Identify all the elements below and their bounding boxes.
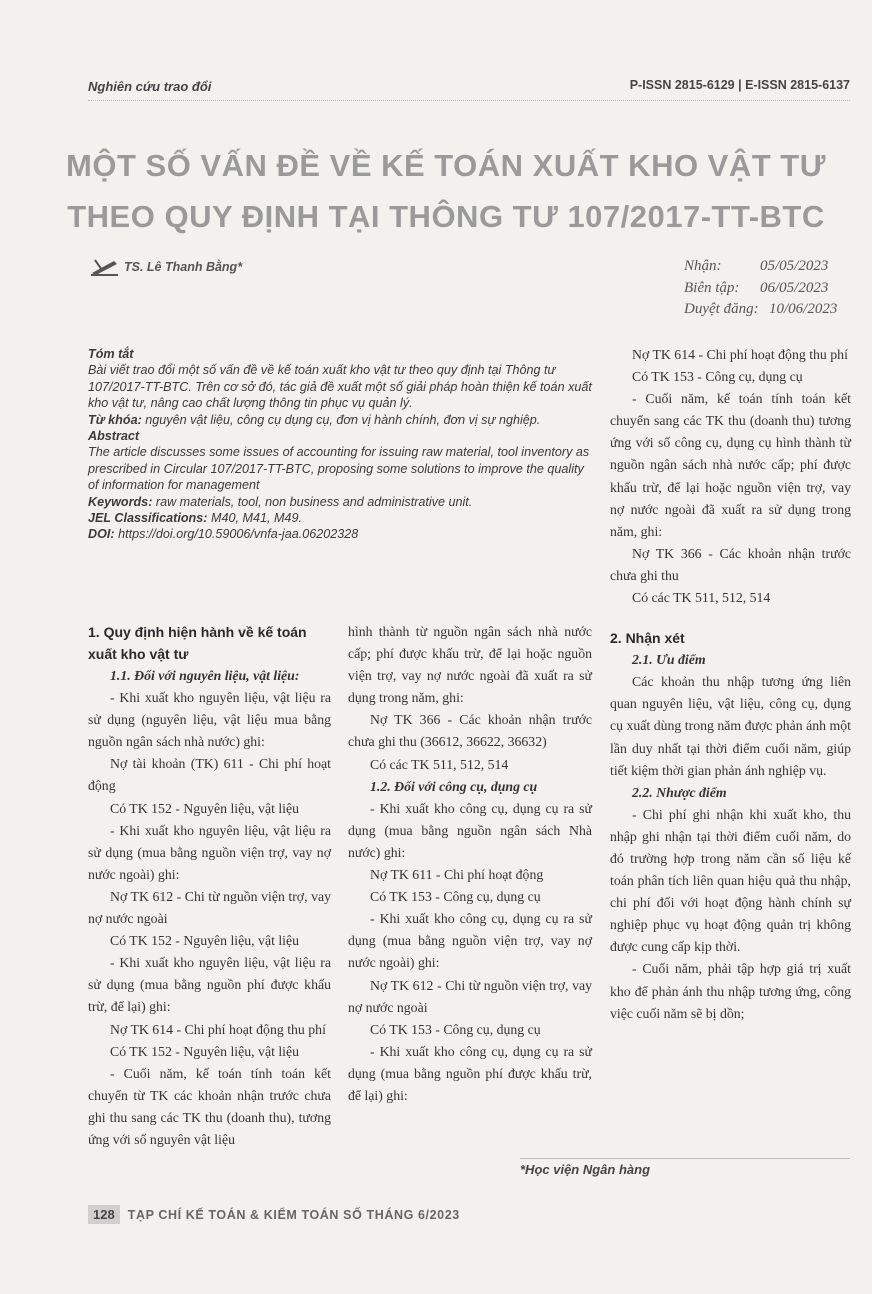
edited-label: Biên tập: xyxy=(684,279,740,296)
paragraph: - Khi xuất kho công cụ, dụng cụ ra sử dụng (mua bằng nguồn phí được khấu trừ, để lại) ghi: xyxy=(348,1043,592,1103)
abstract-en-heading: Abstract xyxy=(88,429,140,444)
paragraph: Có các TK 511, 512, 514 xyxy=(632,590,771,606)
paragraph: Nợ TK 614 - Chi phí hoạt động thu phí xyxy=(110,1021,326,1037)
paragraph: - Cuối năm, kế toán tính toán kết chuyển từ TK các khoản nhận trước chưa ghi thu sang các TK thu (doanh thu), tương ứng với số nguyên vật liệu xyxy=(88,1065,331,1147)
paragraph: - Khi xuất kho nguyên liệu, vật liệu ra sử dụng (mua bằng nguồn viện trợ, vay nợ nước ngoài) ghi: xyxy=(88,822,331,882)
abstract-vi-text: Bài viết trao đổi một số vấn đề về kế toán xuất kho vật tư theo quy định tại Thông tư 107/2017-TT-BTC. Trên cơ sở đó, tác giả đề xuất một số giải pháp hoàn thiện kế toán xuất kho vật tư, nâng cao chất lượng thông tin phục vụ quản lý. xyxy=(88,363,592,411)
paragraph: Nợ TK 614 - Chi phí hoạt động thu phí xyxy=(632,347,848,362)
paragraph: - Khi xuất kho nguyên liệu, vật liệu ra sử dụng (mua bằng nguồn phí được khấu trừ, để lại) ghi: xyxy=(88,955,331,1015)
column-2 xyxy=(348,621,592,1107)
abstract-block xyxy=(88,346,593,543)
paragraph: Có TK 152 - Nguyên liệu, vật liệu xyxy=(110,933,300,949)
footnote-rule xyxy=(520,1158,850,1159)
author xyxy=(90,258,242,276)
paragraph: Nợ TK 612 - Chi từ nguồn viện trợ, vay nợ nước ngoài xyxy=(88,888,331,927)
paragraph: hình thành từ nguồn ngân sách nhà nước cấp; phí được khấu trừ, để lại hoặc nguồn viện trợ, vay nợ nước ngoài đã xuất ra sử dụng trong năm, ghi: xyxy=(348,624,592,706)
paragraph: Nợ TK 611 - Chi phí hoạt động xyxy=(370,867,544,883)
title-line-2: THEO QUY ĐỊNH TẠI THÔNG TƯ 107/2017-TT-BTC xyxy=(67,199,825,234)
subsection-heading-2-2: 2.2. Nhược điểm xyxy=(632,784,727,800)
section-heading-2: 2. Nhận xét xyxy=(610,630,685,647)
section-heading-1: 1. Quy định hiện hành về kế toán xuất kho vật tư xyxy=(88,624,307,662)
paragraph: Có TK 152 - Nguyên liệu, vật liệu xyxy=(110,800,300,816)
edited-date: 06/05/2023 xyxy=(760,279,829,296)
footnote: *Học viện Ngân hàng xyxy=(520,1162,651,1177)
column-3 xyxy=(610,344,851,1025)
paragraph: Có TK 153 - Công cụ, dụng cụ xyxy=(370,889,541,905)
header-rule xyxy=(88,100,850,101)
title-line-1: MỘT SỐ VẤN ĐỀ VỀ KẾ TOÁN XUẤT KHO VẬT TƯ xyxy=(66,148,826,183)
paragraph: Nợ TK 366 - Các khoản nhận trước chưa ghi thu xyxy=(610,545,851,583)
column-1 xyxy=(88,621,331,1151)
abstract-vi-heading: Tóm tắt xyxy=(88,347,134,361)
paragraph: - Cuối năm, kế toán tính toán kết chuyển sang các TK thu (doanh thu) tương ứng với số công cụ, dụng cụ hình thành từ nguồn ngân sách nhà nước cấp; phí được khấu trừ, để lại hoặc nguồn viện trợ, vay nợ nước ngoài đã xuất ra sử dụng trong năm, ghi: xyxy=(610,391,851,539)
paragraph: Có TK 153 - Công cụ, dụng cụ xyxy=(632,369,803,385)
page-number: 128 xyxy=(88,1205,120,1224)
paragraph: Nợ TK 366 - Các khoản nhận trước chưa ghi thu (36612, 36622, 36632) xyxy=(348,712,592,750)
received-label: Nhận: xyxy=(684,258,722,274)
article-title xyxy=(60,140,832,242)
paragraph: Có TK 152 - Nguyên liệu, vật liệu xyxy=(110,1043,300,1059)
approved-date: 10/06/2023 xyxy=(769,301,838,317)
author-name: TS. Lê Thanh Bằng* xyxy=(124,260,243,274)
keywords-en: Keywords: raw materials, tool, non business and administrative unit. xyxy=(88,494,473,509)
issn: P-ISSN 2815-6129 | E-ISSN 2815-6137 xyxy=(629,78,850,92)
paragraph: - Khi xuất kho nguyên liệu, vật liệu ra sử dụng (nguyên liệu, vật liệu mua bằng nguồn ngân sách nhà nước) ghi: xyxy=(88,690,331,750)
pen-icon xyxy=(90,258,120,276)
paragraph: Nợ tài khoản (TK) 611 - Chi phí hoạt động xyxy=(88,756,331,794)
subsection-heading-1-2: 1.2. Đối với công cụ, dụng cụ xyxy=(370,778,538,794)
paragraph: - Cuối năm, phải tập hợp giá trị xuất kho để phản ánh thu nhập tương ứng, công việc cuối năm sẽ bị dồn; xyxy=(610,961,851,1021)
paragraph: Nợ TK 612 - Chi từ nguồn viện trợ, vay nợ nước ngoài xyxy=(348,977,592,1015)
doi[interactable]: DOI: https://doi.org/10.59006/vnfa-jaa.06202328 xyxy=(88,527,359,542)
keywords-vi: Từ khóa: nguyên vật liệu, công cụ dụng cụ, đơn vị hành chính, đơn vị sự nghiệp. xyxy=(88,412,541,427)
received-date: 05/05/2023 xyxy=(760,258,829,274)
paragraph: Có TK 153 - Công cụ, dụng cụ xyxy=(370,1021,541,1037)
paragraph: Các khoản thu nhập tương ứng liên quan nguyên liệu, vật liệu, công cụ, dụng cụ xuất dùng trong năm được phản ánh một lần duy nhất tại thời điểm cuối năm, giúp tiết kiệm thời gian phản ánh nghiệp vụ. xyxy=(610,674,851,778)
abstract-en-text: The article discusses some issues of accounting for issuing raw material, tool inventory as prescribed in Circular 107/2017-TT-BTC, proposing some solutions to improve the quality of information for management xyxy=(88,445,590,493)
page-footer xyxy=(88,1205,460,1224)
paragraph: - Khi xuất kho công cụ, dụng cụ ra sử dụng (mua bằng nguồn viện trợ, vay nợ nước ngoài) ghi: xyxy=(348,911,592,971)
jel-classifications: JEL Classifications: M40, M41, M49. xyxy=(88,511,302,526)
subsection-heading-1-1: 1.1. Đối với nguyên liệu, vật liệu: xyxy=(110,668,300,683)
paragraph: Có các TK 511, 512, 514 xyxy=(370,756,509,772)
paragraph: - Chi phí ghi nhận khi xuất kho, thu nhập ghi nhận tại thời điểm cuối năm, do đó trường hợp trong năm cần số liệu kế toán phân tích liên quan hiệu quả thu nhập, chi phí đối với hoạt động hành chính sự nghiệp phục vụ hoạt động quản trị không được cung cấp kịp thời. xyxy=(610,806,851,955)
article-dates xyxy=(684,256,837,321)
paragraph: - Khi xuất kho công cụ, dụng cụ ra sử dụng (mua bằng nguồn ngân sách Nhà nước) ghi: xyxy=(348,800,592,860)
section-label: Nghiên cứu trao đổi xyxy=(88,79,212,94)
subsection-heading-2-1: 2.1. Ưu điểm xyxy=(632,652,706,668)
approved-label: Duyệt đăng: xyxy=(684,301,759,317)
journal-name: TẠP CHÍ KẾ TOÁN & KIỂM TOÁN SỐ THÁNG 6/2023 xyxy=(127,1207,460,1222)
